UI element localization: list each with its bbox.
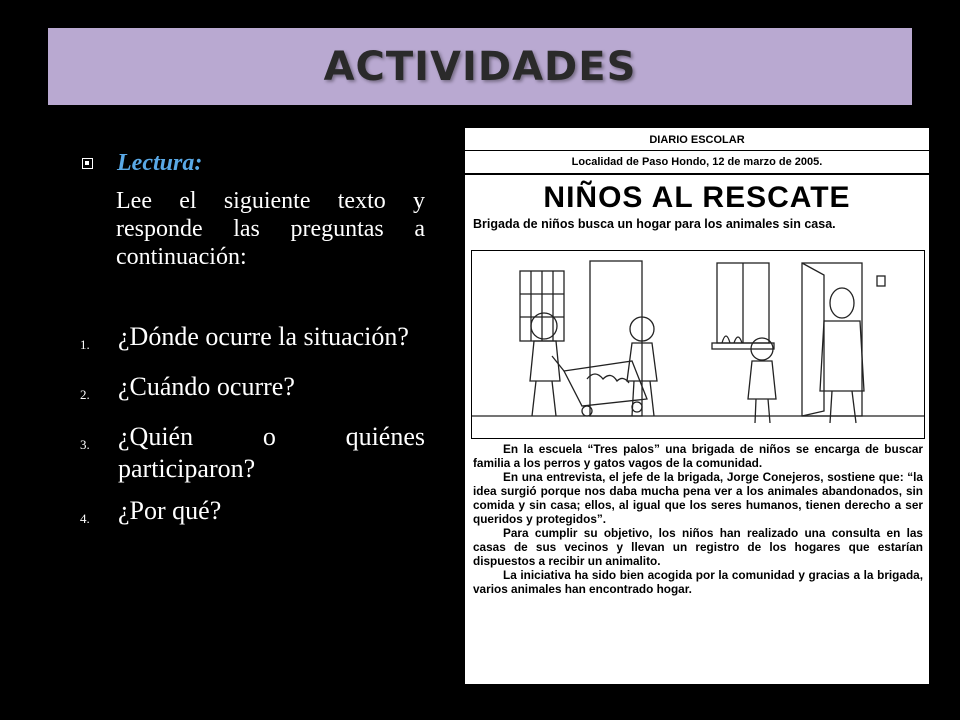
- square-bullet-icon: [82, 158, 93, 169]
- question-text: ¿Dónde ocurre la situación?: [118, 322, 409, 351]
- question-number: 4.: [80, 511, 90, 526]
- lectura-row: [80, 150, 425, 177]
- question-item: [80, 495, 425, 535]
- article-paragraph: Para cumplir su objetivo, los niños han realizado una consulta en las casas de sus vecinos y llevan un registro de los hogares que estarían dispuestos a recibir un animalito.: [473, 526, 923, 568]
- title-banner: [48, 28, 912, 105]
- kids-rescue-illustration: [472, 251, 924, 438]
- article-paragraph: En la escuela “Tres palos” una brigada de niños se encarga de buscar familia a los perros y gatos vagos de la comunidad.: [473, 442, 923, 470]
- dateline: Localidad de Paso Hondo, 12 de marzo de 2005.: [465, 151, 929, 175]
- newspaper-image: [465, 128, 929, 684]
- article-paragraph: La iniciativa ha sido bien acogida por la comunidad y gracias a la brigada, varios animales han encontrado hogar.: [473, 568, 923, 596]
- article-body: [473, 442, 923, 596]
- subheadline: Brigada de niños busca un hogar para los animales sin casa.: [473, 217, 836, 231]
- question-item: [80, 321, 425, 361]
- question-number: 1.: [80, 337, 90, 352]
- question-list: [80, 321, 425, 535]
- lectura-label: Lectura:: [117, 150, 203, 176]
- masthead: DIARIO ESCOLAR: [465, 128, 929, 151]
- question-number: 3.: [80, 437, 90, 452]
- question-text: ¿Por qué?: [118, 496, 222, 525]
- illustration: [471, 250, 925, 439]
- activity-panel: [80, 150, 425, 545]
- instruction-text: Lee el siguiente texto y responde las preguntas a continuación:: [116, 188, 425, 270]
- question-text: ¿Quién o quiénes participaron?: [118, 422, 425, 483]
- question-item: [80, 421, 425, 485]
- slide-title: ACTIVIDADES: [323, 43, 637, 90]
- question-item: [80, 371, 425, 411]
- question-number: 2.: [80, 387, 90, 402]
- article-paragraph: En una entrevista, el jefe de la brigada, Jorge Conejeros, sostiene que: “la idea surgió porque nos daba mucha pena ver a los animales abandonados, sin comida y sin casa; ellos, al igual que los seres humanos, tienen derecho a ser queridos y protegidos”.: [473, 470, 923, 526]
- headline: NIÑOS AL RESCATE: [543, 181, 851, 214]
- question-text: ¿Cuándo ocurre?: [118, 372, 295, 401]
